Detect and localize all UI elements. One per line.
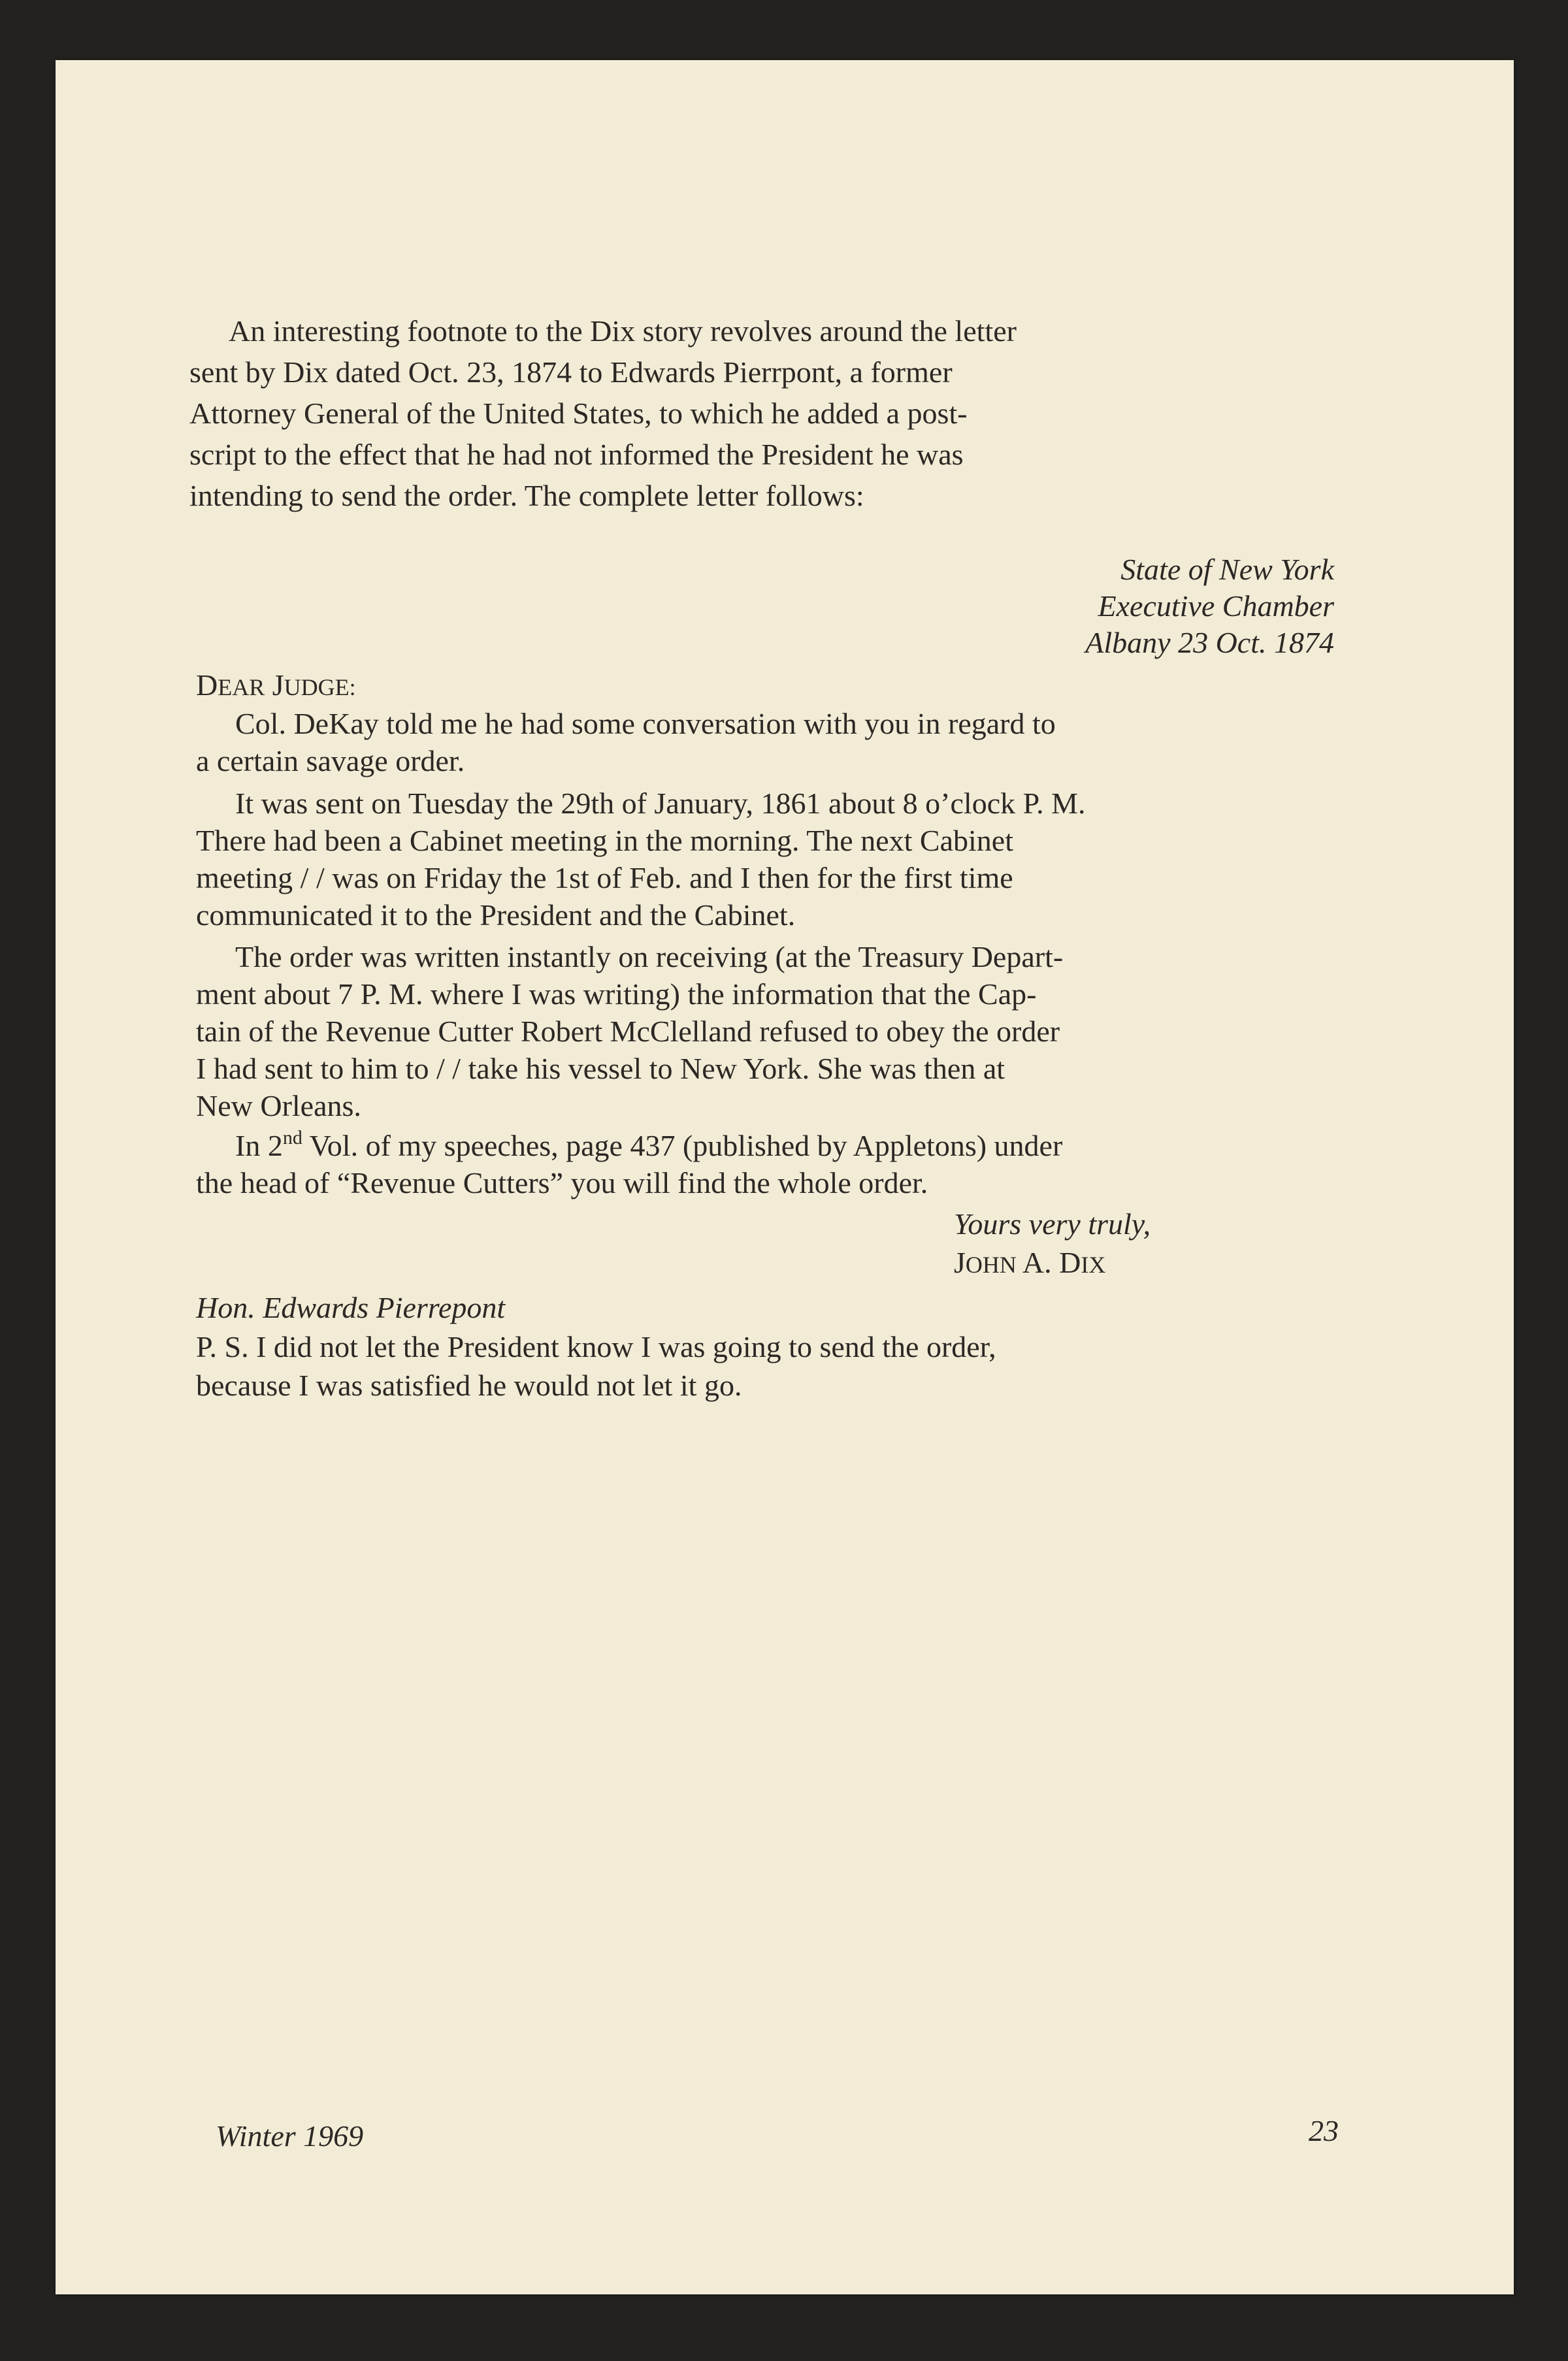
letter-line: ment about 7 P. M. where I was writing) the information that the Cap- (196, 977, 1037, 1011)
intro-line: Attorney General of the United States, to which he added a post- (189, 397, 968, 430)
paper-page (56, 60, 1514, 2294)
signature-initial: D (1059, 1246, 1081, 1279)
footer-issue: Winter 1969 (216, 2119, 364, 2153)
letter-line: the head of “Revenue Cutters” you will find the whole order. (196, 1166, 928, 1199)
letter-line: There had been a Cabinet meeting in the morning. The next Cabinet (196, 824, 1013, 857)
letter-line: tain of the Revenue Cutter Robert McClelland refused to obey the order (196, 1015, 1060, 1048)
letter-line: New Orleans. (196, 1089, 361, 1122)
salutation-word: UDGE: (284, 674, 356, 700)
salutation (196, 666, 356, 707)
salutation-initial: D (196, 668, 218, 702)
heading-date: Albany 23 Oct. 1874 (1085, 626, 1334, 659)
heading-chamber: Executive Chamber (1098, 589, 1334, 623)
letter-line: communicated it to the President and the Cabinet. (196, 898, 796, 932)
letter-line: I had sent to him to / / take his vessel to New York. She was then at (196, 1052, 1005, 1085)
footer-page-number: 23 (1309, 2114, 1339, 2147)
salutation-word: EAR (218, 674, 265, 700)
letter-line: It was sent on Tuesday the 29th of January, 1861 about 8 o’clock P. M. (235, 787, 1086, 820)
signature-initial: J (954, 1246, 966, 1279)
salutation-initial: J (272, 668, 284, 702)
letter-addressee: Hon. Edwards Pierrepont (196, 1291, 506, 1324)
letter-line: The order was written instantly on receiving (at the Treasury Depart- (235, 940, 1064, 973)
letter-line (235, 1126, 1062, 1165)
signature-part: IX (1081, 1252, 1106, 1278)
heading-state: State of New York (1120, 553, 1334, 586)
vol-suffix: Vol. of my speeches, page 437 (published by Appletons) under (302, 1129, 1063, 1162)
letter-line: a certain savage order. (196, 744, 465, 777)
postscript-line: P. S. I did not let the President know I was going to send the order, (196, 1330, 996, 1363)
letter-line: meeting / / was on Friday the 1st of Feb. and I then for the first time (196, 861, 1013, 894)
letter-closing: Yours very truly, (954, 1207, 1151, 1241)
intro-line: intending to send the order. The complete letter follows: (189, 479, 864, 512)
vol-superscript: nd (282, 1127, 302, 1148)
signature-middle: A. (1016, 1246, 1060, 1279)
postscript-line: because I was satisfied he would not let it go. (196, 1369, 742, 1402)
letter-line: Col. DeKay told me he had some conversation with you in regard to (235, 707, 1056, 740)
letter-signature (954, 1243, 1105, 1284)
intro-line: An interesting footnote to the Dix story revolves around the letter (229, 314, 1017, 348)
intro-line: script to the effect that he had not informed the President he was (189, 438, 964, 471)
intro-line: sent by Dix dated Oct. 23, 1874 to Edwards Pierrpont, a former (189, 355, 953, 389)
signature-part: OHN (965, 1252, 1017, 1278)
vol-prefix: In 2 (235, 1129, 283, 1162)
